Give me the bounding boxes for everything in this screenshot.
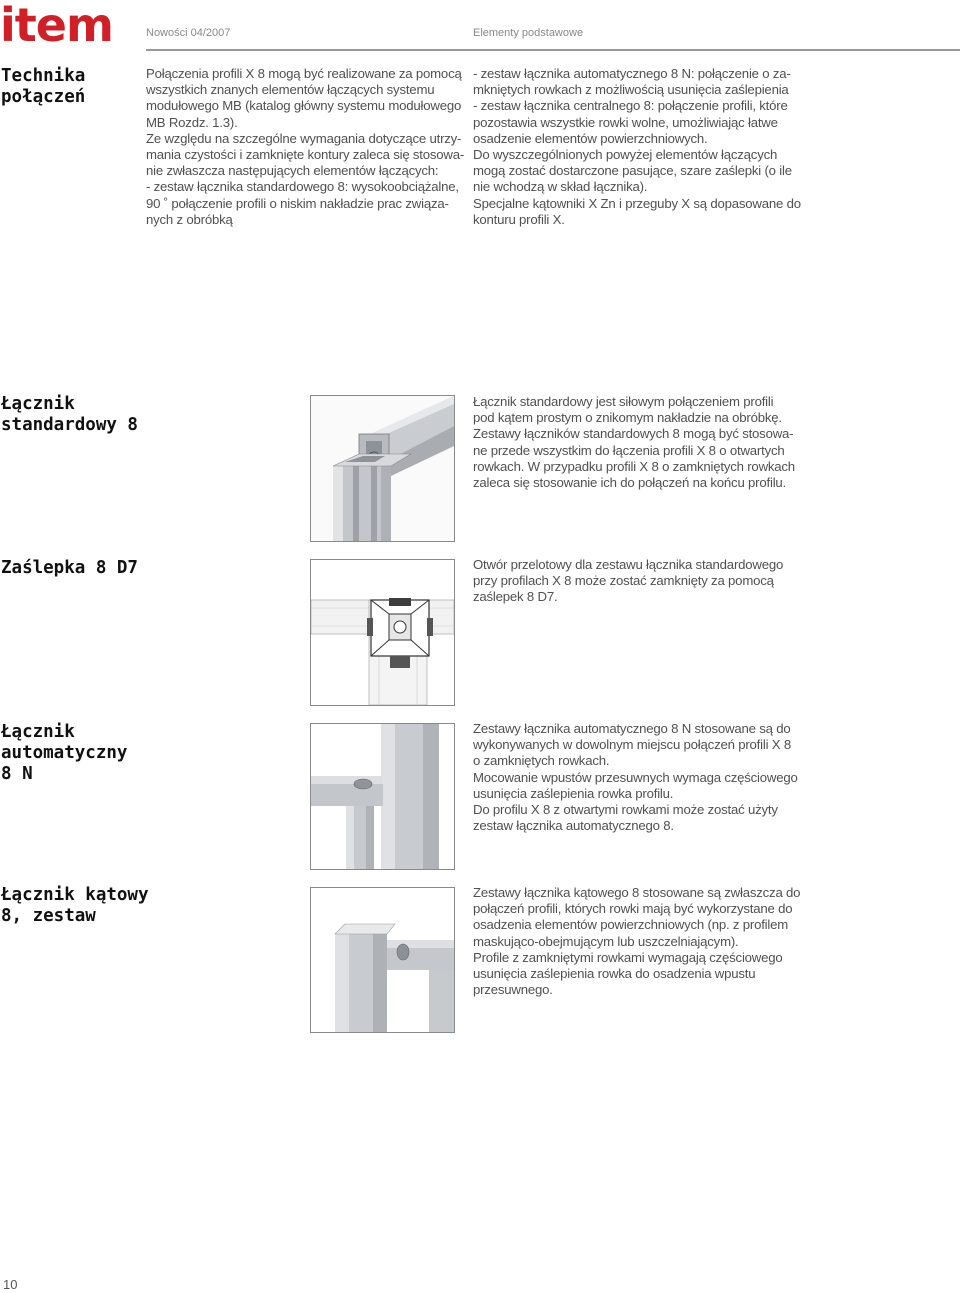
section-title-automatic [1,722,127,785]
section-title-angle [1,885,149,927]
text-line: nych z obróbką [146,211,233,227]
text-line: mogą zostać dostarczone pasujące, szare zaślepki (o ile [473,163,792,179]
text-line: Specjalne kątowniki X Zn i przeguby X są dopasowane do [473,195,801,211]
text-line: usunięcia zaślepienia rowka do osadzenia wpustu [473,966,756,982]
issue-label: Nowości 04/2007 [146,27,231,39]
intro-title-text: Technika połączeń [1,66,86,107]
title-line: Łącznik kątowy [1,885,149,905]
text-line: Mocowanie wpustów przesuwnych wymaga częściowego [473,769,798,785]
text-line: MB Rozdz. 1.3). [146,114,238,130]
text-line: modułowego MB (katalog główny systemu modułowego [146,98,462,114]
text-line: Do wyszczególnionych powyżej elementów łączących [473,147,778,163]
text-line: nie wchodzą w skład łącznika). [473,179,648,195]
text-line: Łącznik standardowy jest siłowym połączeniem profili [473,394,774,409]
text-line: o zamkniętych rowkach. [473,753,610,769]
title-line: Łącznik [1,394,75,414]
automatic-connector-image [310,723,455,870]
text-line: Zestawy łączników standardowych 8 mogą być stosowa- [473,426,794,442]
intro-col1 [146,66,466,228]
text-line: zaślepek 8 D7. [473,589,558,605]
text-line: zaleca się stosowanie ich do połączeń na końcu profilu. [473,475,787,491]
section-title-end-cap [1,558,138,579]
title-line: automatyczny [1,743,128,763]
intro-col2 [473,66,803,228]
text-line: osadzenia elementów powierzchniowych (np. z profilem [473,917,789,933]
text-line: pozostawia wszystkie rowki wolne, umożliwiając łatwe [473,114,778,130]
text-line: Profile z zamkniętymi rowkami wymagają częściowego [473,949,783,965]
text-line: Otwór przelotowy dla zestawu łącznika standardowego [473,557,784,572]
text-line: osadzenie elementów powierzchniowych. [473,130,708,146]
item-logo: item [0,0,113,52]
title-line: Zaślepka 8 D7 [1,558,138,578]
text-line: połączeń profili, których rowki mają być wykorzystane do [473,901,793,917]
header-rule [146,49,960,51]
text-line: 90 ˚ połączenie profili o niskim nakładzie prac związa- [146,195,449,211]
section-label: Elementy podstawowe [473,27,584,39]
text-line: ne przede wszystkim do łączenia profili X 8 o otwartych [473,442,785,458]
text-line: wykonywanych w dowolnym miejscu połączeń profili X 8 [473,737,791,753]
title-line: Łącznik [1,722,75,742]
text-line: - zestaw łącznika standardowego 8: wysokoobciążalne, [146,179,459,195]
text-line: maskująco-obejmującym lub uszczelniającym). [473,933,739,949]
text-line: wszystkich znanych elementów łączących systemu [146,82,435,98]
section-title-standard [1,394,138,436]
angle-connector-image [310,887,455,1033]
text-line: Zestawy łącznika automatycznego 8 N stosowane są do [473,721,791,736]
text-line: Zestawy łącznika kątowego 8 stosowane są zwłaszcza do [473,885,801,900]
title-line: standardowy 8 [1,415,138,435]
intro-title [1,66,91,108]
end-cap-image [310,559,455,706]
text-line: konturu profili X. [473,211,565,227]
text-line: mania czystości i zamknięte kontury zaleca się stosowa- [146,147,465,163]
text-line: - zestaw łącznika centralnego 8: połączenie profili, które [473,98,788,114]
text-line: przesuwnego. [473,982,553,998]
section-text-angle [473,885,803,998]
text-line: nie zwłaszcza następujących elementów łączących: [146,163,439,179]
standard-connector-image [310,395,455,542]
title-line: 8, zestaw [1,906,96,926]
text-line: Do profilu X 8 z otwartymi rowkami może zostać użyty [473,802,778,818]
text-line: Połączenia profili X 8 mogą być realizowane za pomocą [146,66,462,81]
title-line: 8 N [1,764,33,784]
text-line: usunięcia zaślepienia rowka profilu. [473,785,674,801]
text-line: Ze względu na szczególne wymagania dotyczące utrzy- [146,130,462,146]
section-text-standard [473,394,803,491]
text-line: zestaw łącznika automatycznego 8. [473,818,674,834]
text-line: przy profilach X 8 może zostać zamknięty za pomocą [473,573,774,589]
text-line: - zestaw łącznika automatycznego 8 N: połączenie o za- [473,66,791,81]
text-line: rowkach. W przypadku profili X 8 o zamkniętych rowkach [473,458,795,474]
section-text-end-cap [473,557,803,606]
text-line: pod kątem prostym o znikomym nakładzie na obróbkę. [473,410,782,426]
section-text-automatic [473,721,803,834]
page-number: 10 [3,1277,18,1292]
text-line: mkniętych rowkach z możliwością usunięcia zaślepienia [473,82,789,98]
